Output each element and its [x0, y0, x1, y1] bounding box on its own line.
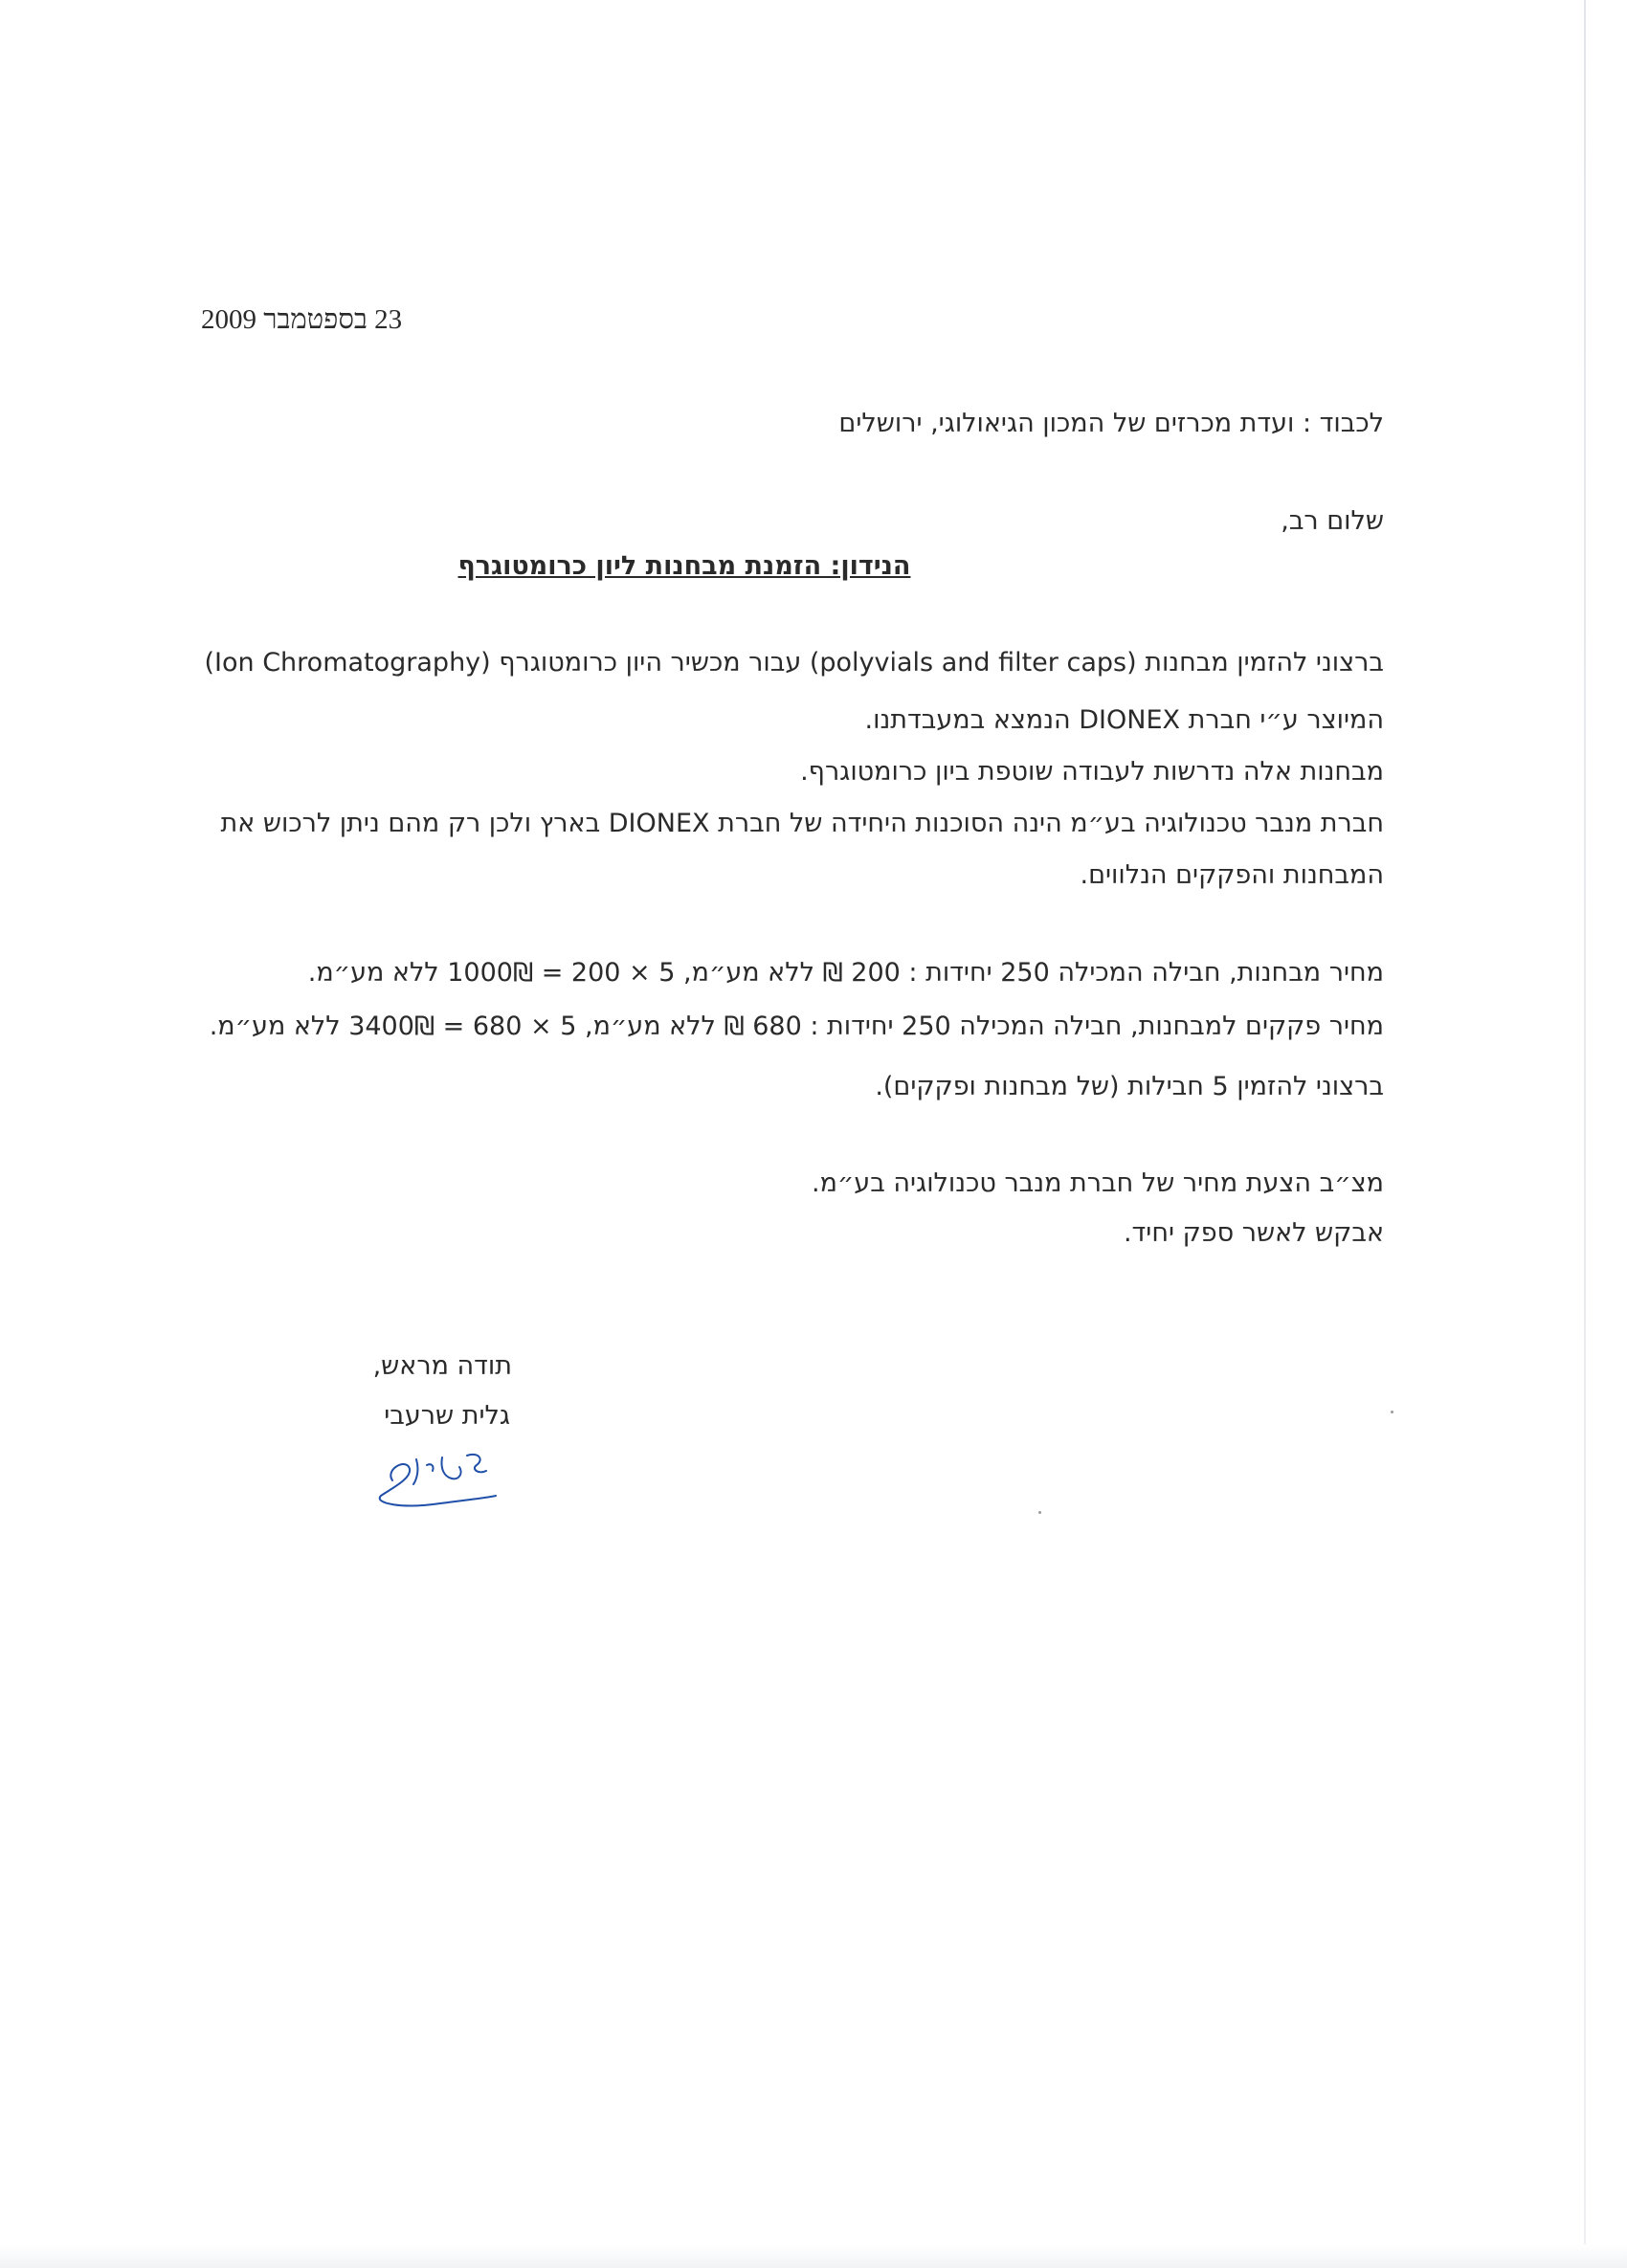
page-bottom-shadow	[0, 2244, 1627, 2268]
handwritten-signature	[364, 1440, 507, 1517]
body-line-2: המיוצר ע״י חברת DIONEX הנמצא במעבדתנו.	[864, 705, 1384, 735]
scan-speck	[1038, 1511, 1041, 1514]
price-line-caps: מחיר פקקים למבחנות, חבילה המכילה 250 יחידות : 680 ₪ ללא מע״מ, 5 × 680 = 3400₪ ללא מע״מ.	[209, 1012, 1384, 1041]
body-line-5: המבחנות והפקקים הנלווים.	[1080, 860, 1384, 890]
body-line-4: חברת מנבר טכנולוגיה בע״מ הינה הסוכנות היחידה של חברת DIONEX בארץ ולכן רק מהם ניתן לרכוש את	[220, 809, 1384, 838]
body-line-1: ברצוני להזמין מבחנות (polyvials and filter caps) עבור מכשיר היון כרומטוגרף (Ion Chromatography)	[204, 648, 1384, 678]
page-edge-shadow	[1584, 0, 1586, 2268]
closing-line-2: אבקש לאשר ספק יחיד.	[1123, 1218, 1384, 1248]
signer-name: גלית שרעבי	[384, 1401, 510, 1431]
recipient-line: לכבוד : ועדת מכרזים של המכון הגיאולוגי, ירושלים	[838, 409, 1384, 438]
greeting: שלום רב,	[1281, 506, 1384, 536]
body-line-3: מבחנות אלה נדרשות לעבודה שוטפת ביון כרומטוגרף.	[800, 757, 1384, 787]
scan-speck	[1391, 1411, 1393, 1413]
letter-date: 23 בספטמבר 2009	[201, 304, 403, 335]
price-line-vials: מחיר מבחנות, חבילה המכילה 250 יחידות : 200 ₪ ללא מע״מ, 5 × 200 = 1000₪ ללא מע״מ.	[307, 958, 1384, 988]
subject-line: הנידון: הזמנת מבחנות ליון כרומטוגרף	[457, 551, 911, 581]
order-quantity-line: ברצוני להזמין 5 חבילות (של מבחנות ופקקים).	[875, 1072, 1384, 1101]
thanks-line: תודה מראש,	[372, 1351, 512, 1381]
closing-line-1: מצ״ב הצעת מחיר של חברת מנבר טכנולוגיה בע״מ.	[811, 1168, 1384, 1198]
